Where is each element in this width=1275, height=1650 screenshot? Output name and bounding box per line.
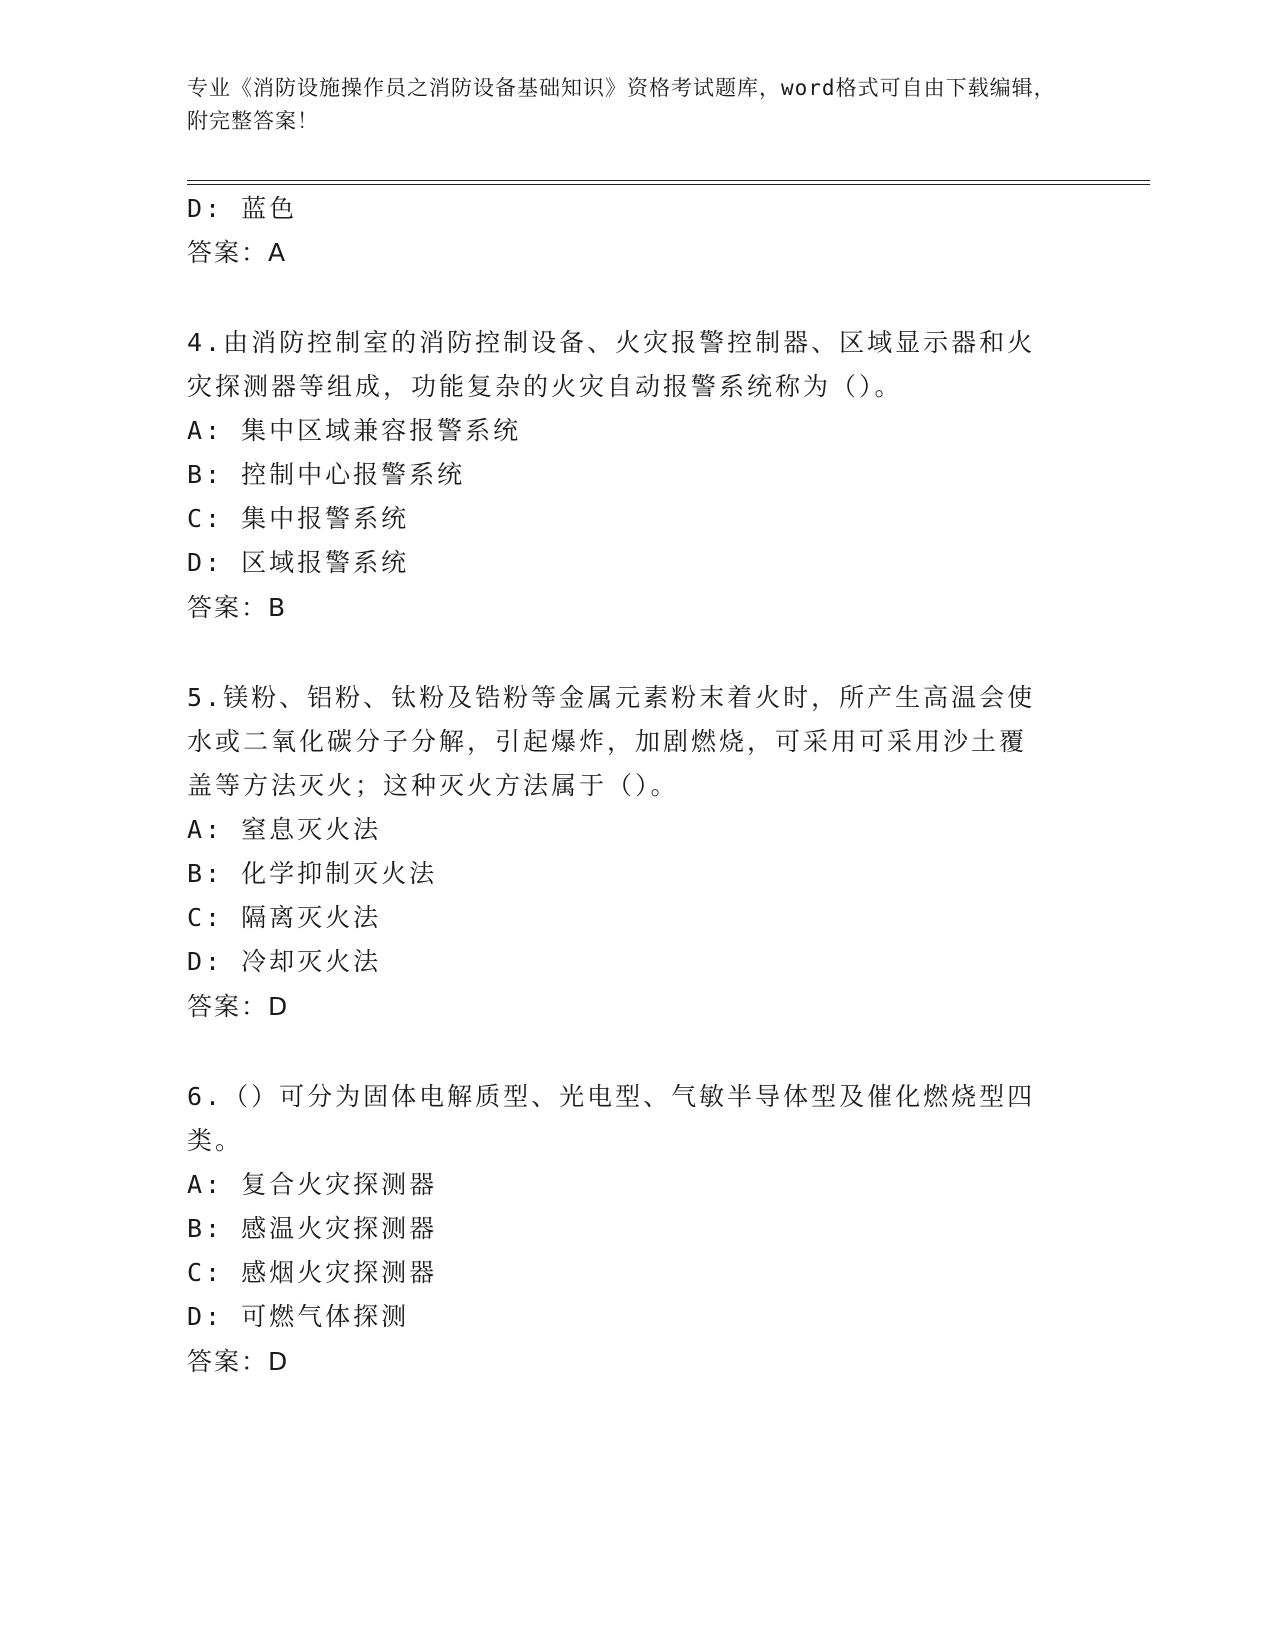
option-a: A: 复合火灾探测器: [187, 1170, 438, 1199]
option-c: C: 感烟火灾探测器: [187, 1258, 438, 1287]
option-c: C: 集中报警系统: [187, 504, 410, 533]
option-b: B: 感温火灾探测器: [187, 1214, 438, 1243]
answer-line: 答案：D: [187, 992, 290, 1021]
option-c: C: 隔离灭火法: [187, 903, 382, 932]
question-5-text: 5.镁粉、铝粉、钛粉及锆粉等金属元素粉末着火时，所产生高温会使: [187, 683, 1036, 712]
option-a: A: 窒息灭火法: [187, 815, 382, 844]
option-d: D: 区域报警系统: [187, 548, 410, 577]
question-5-text: 水或二氧化碳分子分解，引起爆炸，加剧燃烧，可采用可采用沙土覆: [187, 727, 1028, 756]
option-d: D: 蓝色: [187, 194, 298, 223]
option-d: D: 可燃气体探测: [187, 1302, 410, 1331]
answer-line: 答案：B: [187, 593, 288, 622]
question-4-text: 4.由消防控制室的消防控制设备、火灾报警控制器、区域显示器和火: [187, 328, 1036, 357]
answer-line: 答案：D: [187, 1347, 290, 1376]
option-a: A: 集中区域兼容报警系统: [187, 416, 522, 445]
option-b: B: 控制中心报警系统: [187, 460, 466, 489]
question-6-text: 6.（）可分为固体电解质型、光电型、气敏半导体型及催化燃烧型四: [187, 1082, 1036, 1111]
header-rule-bottom: [187, 184, 1150, 185]
question-5-text: 盖等方法灭火；这种灭火方法属于（）。: [187, 771, 679, 800]
question-6-text: 类。: [187, 1126, 244, 1155]
header-rule-top: [187, 180, 1150, 181]
option-d: D: 冷却灭火法: [187, 947, 382, 976]
question-4-text: 灾探测器等组成，功能复杂的火灾自动报警系统称为（）。: [187, 372, 903, 401]
document-header: 专业《消防设施操作员之消防设备基础知识》资格考试题库，word格式可自由下载编辑，附完整答案！: [187, 76, 1056, 133]
option-b: B: 化学抑制灭火法: [187, 859, 438, 888]
answer-line: 答案：A: [187, 238, 288, 267]
